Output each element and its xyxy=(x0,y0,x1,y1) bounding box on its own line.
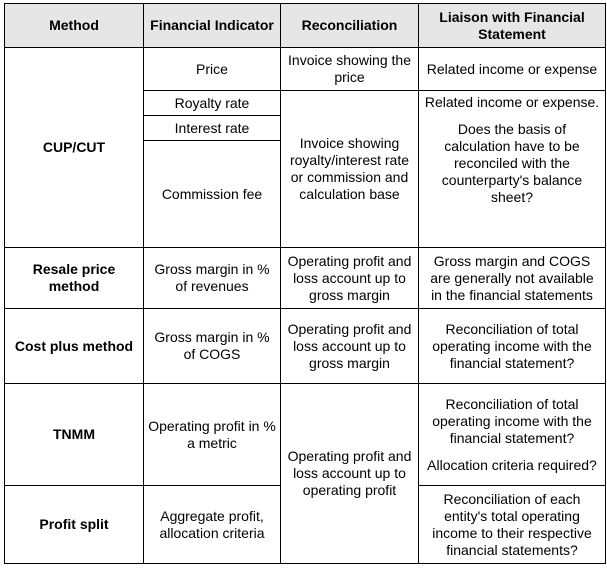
reconciliation-operating-profit: Operating profit and loss account up to operating profit xyxy=(281,384,419,564)
tnmm-row xyxy=(5,384,606,486)
liaison-related-income-expense: Related income or expense. xyxy=(424,94,600,110)
header-financial-indicator: Financial Indicator xyxy=(144,4,281,48)
indicator-price: Price xyxy=(144,48,281,91)
liaison-tnmm-allocation: Allocation criteria required? xyxy=(427,456,597,473)
liaison-gross-margin-cogs: Gross margin and COGS are generally not available in the financial statements xyxy=(419,248,606,309)
indicator-operating-profit: Operating profit in % a metric xyxy=(144,384,281,486)
reconciliation-resale: Operating profit and loss account up to gross margin xyxy=(281,248,419,309)
liaison-cup-other xyxy=(419,91,606,248)
header-liaison: Liaison with Financial Statement xyxy=(419,4,606,48)
header-row xyxy=(5,4,606,48)
liaison-related-income: Related income or expense xyxy=(419,48,606,91)
header-method: Method xyxy=(5,4,144,48)
transfer-pricing-table xyxy=(4,3,606,564)
indicator-gross-margin-revenues: Gross margin in % of revenues xyxy=(144,248,281,309)
method-cost-plus: Cost plus method xyxy=(5,309,144,384)
liaison-profitsplit: Reconciliation of each entity's total operating income to their respective financial statements? xyxy=(419,486,606,564)
liaison-costplus: Reconciliation of total operating income with the financial statement? xyxy=(419,309,606,384)
indicator-interest-rate: Interest rate xyxy=(144,116,281,141)
indicator-royalty-rate: Royalty rate xyxy=(144,91,281,116)
resale-row xyxy=(5,248,606,309)
cup-row-price xyxy=(5,48,606,91)
liaison-tnmm xyxy=(419,384,606,486)
reconciliation-invoice-price: Invoice showing the price xyxy=(281,48,419,91)
method-profit-split: Profit split xyxy=(5,486,144,564)
liaison-tnmm-reconciliation: Reconciliation of total operating income with the financial statement? xyxy=(432,395,592,446)
method-resale-price: Resale price method xyxy=(5,248,144,309)
reconciliation-costplus: Operating profit and loss account up to gross margin xyxy=(281,309,419,384)
method-tnmm: TNMM xyxy=(5,384,144,486)
indicator-commission-fee: Commission fee xyxy=(144,141,281,248)
costplus-row xyxy=(5,309,606,384)
header-reconciliation: Reconciliation xyxy=(281,4,419,48)
reconciliation-invoice-royalty: Invoice showing royalty/interest rate or commission and calculation base xyxy=(281,91,419,248)
indicator-aggregate-profit: Aggregate profit, allocation criteria xyxy=(144,486,281,564)
indicator-gross-margin-cogs: Gross margin in % of COGS xyxy=(144,309,281,384)
method-cup-cut: CUP/CUT xyxy=(5,48,144,248)
liaison-basis-question: Does the basis of calculation have to be reconciled with the counterparty's balance sheet? xyxy=(441,121,583,205)
